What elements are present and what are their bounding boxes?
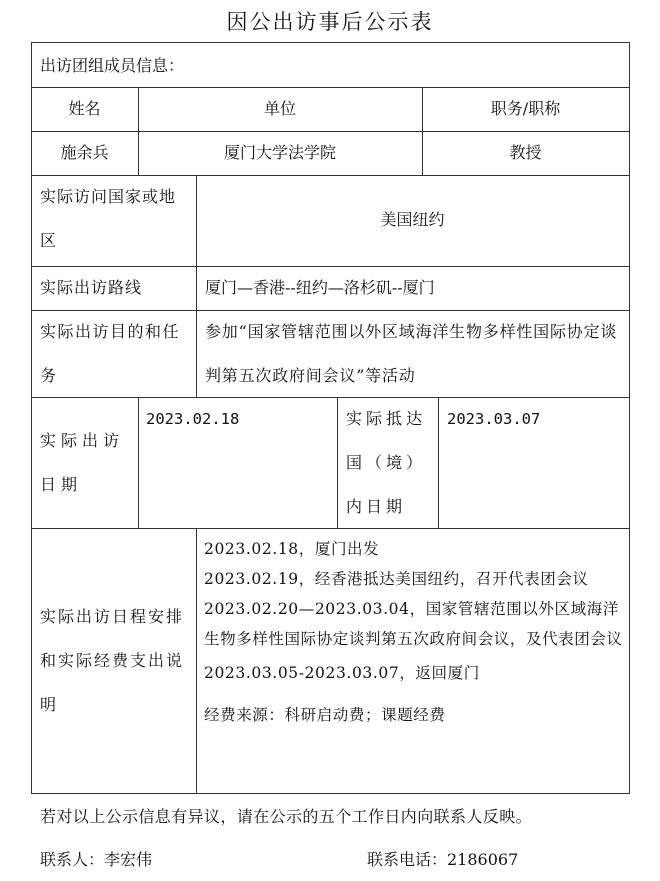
member-unit: 厦门大学法学院 [223,143,336,162]
purpose-value: 参加“国家管辖范围以外区域海洋生物多样性国际协定谈判第五次政府间会议”等活动 [205,322,618,385]
contact-person: 联系人：李宏伟 [40,850,153,869]
arrival-label: 实际抵达国（境）内日期 [346,409,427,516]
member-position: 教授 [509,143,542,162]
column-unit-header: 单位 [263,99,296,118]
member-name: 施余兵 [60,143,109,162]
contact-phone: 联系电话：2186067 [367,850,519,869]
members-heading: 出访团组成员信息： [40,56,185,75]
column-name-header: 姓名 [68,99,101,118]
page-title: 因公出访事后公示表 [226,10,434,34]
schedule-item: 2023.02.20—2023.03.04，国家管辖范围以外区域海洋生物多样性国际协定谈判第五次政府间会议，及代表团会议 [204,600,623,648]
objection-notice: 若对以上公示信息有异议，请在公示的五个工作日内向联系人反映。 [40,807,533,826]
purpose-label: 实际出访目的和任务 [40,322,181,385]
schedule-item: 2023.02.19，经香港抵达美国纽约，召开代表团会议 [204,570,589,588]
schedule-label: 实际出访日程安排和实际经费支出说明 [40,607,185,714]
route-value: 厦门—香港--纽约—洛杉矶--厦门 [205,278,435,297]
country-value: 美国纽约 [380,210,445,229]
column-position-header: 职务/职称 [490,99,561,118]
schedule-list [204,534,624,730]
departure-date: 2023.02.18 [146,410,240,428]
country-label: 实际访问国家或地区 [40,187,177,250]
route-label: 实际出访路线 [40,278,143,297]
schedule-item: 2023.03.05-2023.03.07，返回厦门 [204,664,480,682]
schedule-item: 2023.02.18，厦门出发 [204,540,380,558]
funding-source: 经费来源：科研启动费；课题经费 [204,706,446,724]
arrival-date: 2023.03.07 [447,410,541,428]
dates-label: 实际出访日期 [40,431,125,494]
